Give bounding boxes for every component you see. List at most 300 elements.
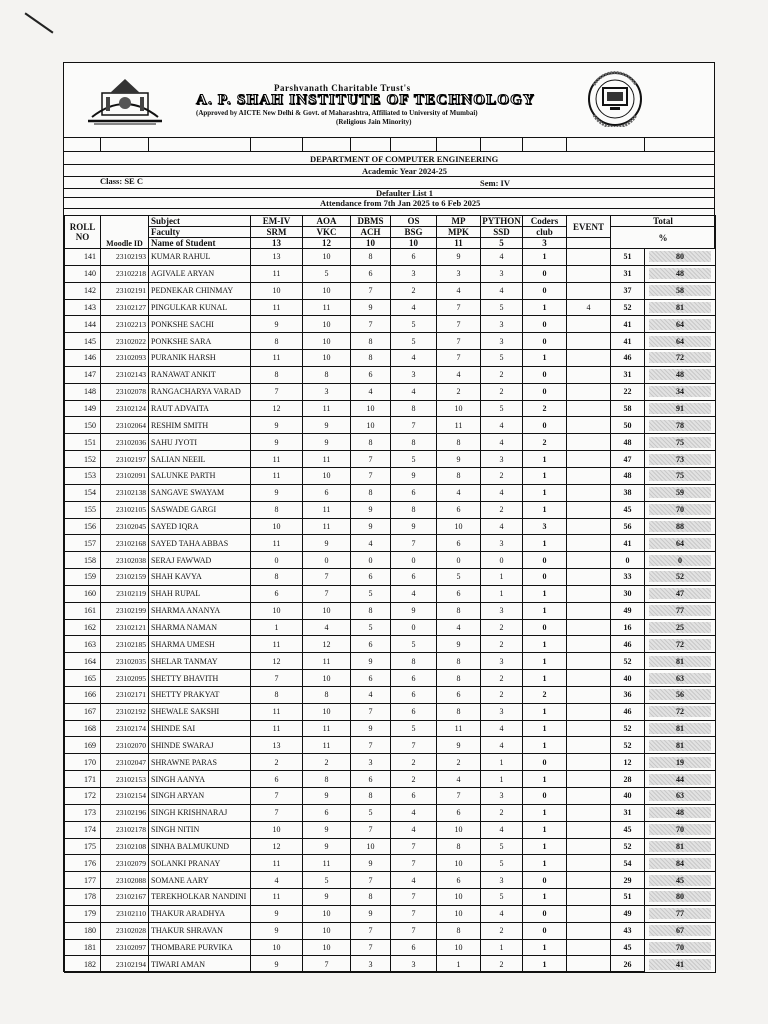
- grid-line: [148, 137, 149, 151]
- roll-number: 171: [65, 771, 101, 788]
- roll-number: 166: [65, 686, 101, 703]
- event-count: 4: [567, 299, 611, 316]
- dbms-count: 8: [351, 249, 391, 266]
- event-count: [567, 788, 611, 805]
- percent-cell: [645, 333, 716, 350]
- python-count: 2: [481, 670, 523, 687]
- os-count: 8: [391, 653, 437, 670]
- roll-number: 146: [65, 350, 101, 367]
- percent-cell: [645, 670, 716, 687]
- student-name: SHELAR TANMAY: [149, 653, 251, 670]
- mp-count: 8: [437, 434, 481, 451]
- student-name-header: Name of Student: [149, 238, 251, 249]
- os-count: 2: [391, 282, 437, 299]
- event-count: [567, 316, 611, 333]
- dbms-count: 7: [351, 467, 391, 484]
- moodle-id: 23102185: [101, 636, 149, 653]
- roll-number: 160: [65, 585, 101, 602]
- python-count: 2: [481, 366, 523, 383]
- aoa-count: 10: [303, 905, 351, 922]
- grid-line: [480, 137, 481, 151]
- os-count: 8: [391, 501, 437, 518]
- roll-number: 176: [65, 855, 101, 872]
- dbms-count: 6: [351, 265, 391, 282]
- percent-cell: [645, 400, 716, 417]
- faculty-coders: club: [523, 227, 567, 238]
- moodle-id: 23102097: [101, 939, 149, 956]
- aoa-count: 10: [303, 922, 351, 939]
- percent-cell: [645, 619, 716, 636]
- coders-club-count: 1: [523, 720, 567, 737]
- coders-club-count: 0: [523, 383, 567, 400]
- coders-club-count: 1: [523, 484, 567, 501]
- moodle-id: 23102070: [101, 737, 149, 754]
- moodle-id: 23102153: [101, 771, 149, 788]
- python-count: 3: [481, 602, 523, 619]
- moodle-id: 23102191: [101, 282, 149, 299]
- grid-line: [64, 208, 714, 209]
- table-row: [65, 451, 716, 468]
- percent-cell: [645, 686, 716, 703]
- aoa-count: 10: [303, 249, 351, 266]
- coders-club-count: 3: [523, 518, 567, 535]
- dbms-count: 10: [351, 417, 391, 434]
- trust-name: Parshvanath Charitable Trust's: [274, 83, 411, 93]
- aoa-count: 9: [303, 889, 351, 906]
- mp-count: 8: [437, 653, 481, 670]
- mp-count: 7: [437, 350, 481, 367]
- coders-club-count: 0: [523, 569, 567, 586]
- dbms-count: 8: [351, 889, 391, 906]
- moodle-id: 23102091: [101, 467, 149, 484]
- mp-count: 10: [437, 889, 481, 906]
- moodle-id: 23102171: [101, 686, 149, 703]
- event-count: [567, 771, 611, 788]
- approval-note: (Approved by AICTE New Delhi & Govt. of Maharashtra, Affiliated to University of Mumbai): [196, 109, 478, 117]
- event-count: [567, 602, 611, 619]
- event-count: [567, 636, 611, 653]
- em-iv-count: 7: [251, 804, 303, 821]
- moodle-id: 23102138: [101, 484, 149, 501]
- table-row: [65, 569, 716, 586]
- os-count: 4: [391, 821, 437, 838]
- department-seal-icon: [574, 71, 656, 127]
- student-name: RAUT ADVAITA: [149, 400, 251, 417]
- attendance-percent: 81: [649, 841, 711, 852]
- mp-count: 11: [437, 417, 481, 434]
- dbms-count: 8: [351, 350, 391, 367]
- moodle-id: 23102064: [101, 417, 149, 434]
- percent-cell: [645, 535, 716, 552]
- student-name: PONKSHE SACHI: [149, 316, 251, 333]
- dbms-count: 9: [351, 518, 391, 535]
- python-count: 2: [481, 686, 523, 703]
- dbms-count: 7: [351, 922, 391, 939]
- coders-club-count: 1: [523, 737, 567, 754]
- total-count: 31: [611, 366, 645, 383]
- os-count: 6: [391, 670, 437, 687]
- os-count: 5: [391, 333, 437, 350]
- subject-aoa: AOA: [303, 216, 351, 227]
- em-iv-count: 7: [251, 788, 303, 805]
- mp-count: 8: [437, 922, 481, 939]
- aoa-count: 9: [303, 838, 351, 855]
- percent-cell: [645, 569, 716, 586]
- coders-club-count: 1: [523, 636, 567, 653]
- coders-club-count: 1: [523, 703, 567, 720]
- grid-line: [436, 137, 437, 151]
- em-iv-count: 8: [251, 501, 303, 518]
- em-iv-count: 11: [251, 299, 303, 316]
- python-count: 5: [481, 855, 523, 872]
- moodle-id: 23102110: [101, 905, 149, 922]
- grid-line: [64, 176, 714, 177]
- moodle-id: 23102143: [101, 366, 149, 383]
- os-count: 6: [391, 686, 437, 703]
- percent-cell: [645, 282, 716, 299]
- aoa-count: 10: [303, 467, 351, 484]
- table-row: [65, 552, 716, 569]
- dbms-count: 6: [351, 670, 391, 687]
- coders-club-count: 0: [523, 872, 567, 889]
- dbms-count: 8: [351, 788, 391, 805]
- event-count: [567, 350, 611, 367]
- dbms-count: 7: [351, 703, 391, 720]
- percent-cell: [645, 299, 716, 316]
- attendance-percent: 64: [649, 319, 711, 330]
- mp-count: 3: [437, 265, 481, 282]
- attendance-percent: 81: [649, 656, 711, 667]
- dbms-count: 9: [351, 905, 391, 922]
- percent-cell: [645, 855, 716, 872]
- table-row: [65, 383, 716, 400]
- total-count: 37: [611, 282, 645, 299]
- student-name: SHRAWNE PARAS: [149, 754, 251, 771]
- em-iv-count: 11: [251, 889, 303, 906]
- attendance-percent: 63: [649, 790, 711, 801]
- grid-line: [64, 164, 714, 165]
- em-iv-count: 9: [251, 905, 303, 922]
- moodle-id: 23102035: [101, 653, 149, 670]
- dbms-count: 8: [351, 484, 391, 501]
- mp-count: 11: [437, 720, 481, 737]
- attendance-percent: 56: [649, 689, 711, 700]
- dbms-count: 3: [351, 956, 391, 973]
- coders-club-count: 1: [523, 350, 567, 367]
- moodle-id: 23102213: [101, 316, 149, 333]
- student-name: SHETTY PRAKYAT: [149, 686, 251, 703]
- python-count: 2: [481, 922, 523, 939]
- total-count: 43: [611, 922, 645, 939]
- python-count: 2: [481, 619, 523, 636]
- dbms-count: 6: [351, 366, 391, 383]
- roll-number: 165: [65, 670, 101, 687]
- total-count: 36: [611, 686, 645, 703]
- event-count: [567, 720, 611, 737]
- coders-club-count: 2: [523, 400, 567, 417]
- student-name: SERAJ FAWWAD: [149, 552, 251, 569]
- event-count: [567, 872, 611, 889]
- total-count: 45: [611, 939, 645, 956]
- python-count: 1: [481, 569, 523, 586]
- os-count: 7: [391, 855, 437, 872]
- percent-cell: [645, 350, 716, 367]
- dbms-count: 7: [351, 316, 391, 333]
- dbms-count: 7: [351, 737, 391, 754]
- coders-club-count: 2: [523, 434, 567, 451]
- no-header-label: NO: [75, 232, 90, 242]
- aoa-count: 8: [303, 686, 351, 703]
- faculty-aoa: VKC: [303, 227, 351, 238]
- moodle-id: 23102121: [101, 619, 149, 636]
- roll-number: 179: [65, 905, 101, 922]
- coders-club-count: 1: [523, 838, 567, 855]
- student-name: RESHIM SMITH: [149, 417, 251, 434]
- table-row: [65, 771, 716, 788]
- table-row: [65, 956, 716, 973]
- attendance-percent: 78: [649, 420, 711, 431]
- minority-note: (Religious Jain Minority): [336, 118, 412, 126]
- dbms-count: 9: [351, 501, 391, 518]
- mp-count: 9: [437, 451, 481, 468]
- sem-label: Sem: IV: [480, 178, 510, 188]
- event-count: [567, 535, 611, 552]
- percent-cell: [645, 552, 716, 569]
- attendance-percent: 48: [649, 268, 711, 279]
- os-count: 0: [391, 619, 437, 636]
- student-name: RANGACHARYA VARAD: [149, 383, 251, 400]
- attendance-percent: 44: [649, 774, 711, 785]
- event-count: [567, 754, 611, 771]
- attendance-percent: 67: [649, 925, 711, 936]
- attendance-percent: 52: [649, 571, 711, 582]
- os-count: 4: [391, 872, 437, 889]
- faculty-mp: MPK: [437, 227, 481, 238]
- os-count: 8: [391, 400, 437, 417]
- em-iv-count: 12: [251, 838, 303, 855]
- os-count: 5: [391, 636, 437, 653]
- total-count: 58: [611, 400, 645, 417]
- event-count: [567, 501, 611, 518]
- em-iv-count: 9: [251, 316, 303, 333]
- os-count: 6: [391, 484, 437, 501]
- coders-club-count: 1: [523, 585, 567, 602]
- attendance-percent: 34: [649, 386, 711, 397]
- table-row: [65, 636, 716, 653]
- student-name: SINGH KRISHNARAJ: [149, 804, 251, 821]
- faculty-header: Faculty: [149, 227, 251, 238]
- aoa-count: 11: [303, 501, 351, 518]
- roll-number: 159: [65, 569, 101, 586]
- attendance-percent: 81: [649, 740, 711, 751]
- moodle-id: 23102038: [101, 552, 149, 569]
- aoa-count: 7: [303, 569, 351, 586]
- student-name: SALUNKE PARTH: [149, 467, 251, 484]
- mp-count: 4: [437, 771, 481, 788]
- aoa-count: 3: [303, 383, 351, 400]
- student-name: PINGULKAR KUNAL: [149, 299, 251, 316]
- attendance-percent: 48: [649, 807, 711, 818]
- python-count: 2: [481, 636, 523, 653]
- attendance-percent: 80: [649, 251, 711, 262]
- mp-count: 6: [437, 872, 481, 889]
- student-name: SHARMA ANANYA: [149, 602, 251, 619]
- dbms-count: 4: [351, 383, 391, 400]
- attendance-percent: 77: [649, 908, 711, 919]
- table-row: [65, 788, 716, 805]
- os-count: 6: [391, 569, 437, 586]
- event-count: [567, 956, 611, 973]
- em-iv-count: 9: [251, 922, 303, 939]
- os-count: 3: [391, 956, 437, 973]
- coders-club-count: 1: [523, 299, 567, 316]
- attendance-percent: 70: [649, 504, 711, 515]
- coders-club-count: 2: [523, 686, 567, 703]
- student-name: SHARMA NAMAN: [149, 619, 251, 636]
- table-row: [65, 838, 716, 855]
- python-count: 5: [481, 350, 523, 367]
- total-count: 22: [611, 383, 645, 400]
- moodle-id: 23102167: [101, 889, 149, 906]
- em-iv-count: 6: [251, 585, 303, 602]
- roll-number: 182: [65, 956, 101, 973]
- roll-number: 172: [65, 788, 101, 805]
- dbms-count: 10: [351, 400, 391, 417]
- os-count: 6: [391, 703, 437, 720]
- event-count: [567, 804, 611, 821]
- event-count: [567, 569, 611, 586]
- os-count: 7: [391, 922, 437, 939]
- python-count: 3: [481, 535, 523, 552]
- mp-count: 10: [437, 939, 481, 956]
- event-count: [567, 670, 611, 687]
- dbms-count: 0: [351, 552, 391, 569]
- event-count: [567, 653, 611, 670]
- os-count: 5: [391, 720, 437, 737]
- moodle-id: 23102022: [101, 333, 149, 350]
- moodle-id: 23102079: [101, 855, 149, 872]
- lectures-em: 13: [251, 238, 303, 249]
- faculty-em: SRM: [251, 227, 303, 238]
- grid-line: [64, 151, 714, 152]
- lectures-os: 10: [391, 238, 437, 249]
- roll-number: 157: [65, 535, 101, 552]
- python-count: 2: [481, 956, 523, 973]
- mp-count: 10: [437, 400, 481, 417]
- em-iv-count: 1: [251, 619, 303, 636]
- coders-club-count: 0: [523, 754, 567, 771]
- aoa-count: 5: [303, 872, 351, 889]
- roll-header: [65, 216, 101, 249]
- os-count: 5: [391, 316, 437, 333]
- total-count: 49: [611, 602, 645, 619]
- table-row: [65, 434, 716, 451]
- coders-club-count: 1: [523, 501, 567, 518]
- percent-cell: [645, 585, 716, 602]
- roll-number: 145: [65, 333, 101, 350]
- os-count: 5: [391, 451, 437, 468]
- dbms-count: 7: [351, 872, 391, 889]
- total-count: 40: [611, 788, 645, 805]
- moodle-id: 23102168: [101, 535, 149, 552]
- total-count: 48: [611, 434, 645, 451]
- os-count: 0: [391, 552, 437, 569]
- em-iv-count: 10: [251, 602, 303, 619]
- dbms-count: 8: [351, 602, 391, 619]
- attendance-percent: 72: [649, 706, 711, 717]
- total-count: 49: [611, 905, 645, 922]
- os-count: 6: [391, 939, 437, 956]
- aoa-count: 2: [303, 754, 351, 771]
- total-count: 41: [611, 333, 645, 350]
- percent-cell: [645, 417, 716, 434]
- student-name: SALIAN NEEIL: [149, 451, 251, 468]
- dbms-count: 9: [351, 299, 391, 316]
- total-header: Total: [611, 216, 716, 227]
- roll-number: 174: [65, 821, 101, 838]
- attendance-percent: 72: [649, 352, 711, 363]
- student-name: SHAH RUPAL: [149, 585, 251, 602]
- student-name: SINGH NITIN: [149, 821, 251, 838]
- os-count: 7: [391, 535, 437, 552]
- table-row: [65, 484, 716, 501]
- total-count: 12: [611, 754, 645, 771]
- table-row: [65, 670, 716, 687]
- python-count: 3: [481, 333, 523, 350]
- dbms-count: 6: [351, 771, 391, 788]
- attendance-percent: 88: [649, 521, 711, 532]
- student-name: PURANIK HARSH: [149, 350, 251, 367]
- moodle-id: 23102088: [101, 872, 149, 889]
- os-count: 4: [391, 585, 437, 602]
- student-name: SANGAVE SWAYAM: [149, 484, 251, 501]
- dbms-count: 7: [351, 821, 391, 838]
- student-name: SOLANKI PRANAY: [149, 855, 251, 872]
- os-count: 7: [391, 737, 437, 754]
- python-count: 1: [481, 754, 523, 771]
- coders-club-count: 0: [523, 333, 567, 350]
- os-count: 8: [391, 434, 437, 451]
- attendance-percent: 0: [649, 555, 711, 566]
- mp-count: 2: [437, 383, 481, 400]
- attendance-sheet: [63, 62, 715, 972]
- em-iv-count: 0: [251, 552, 303, 569]
- student-name: SHEWALE SAKSHI: [149, 703, 251, 720]
- mp-count: 7: [437, 316, 481, 333]
- total-count: 28: [611, 771, 645, 788]
- event-count: [567, 585, 611, 602]
- coders-club-count: 0: [523, 265, 567, 282]
- mp-count: 0: [437, 552, 481, 569]
- python-count: 4: [481, 821, 523, 838]
- percent-cell: [645, 939, 716, 956]
- mp-count: 4: [437, 484, 481, 501]
- os-count: 3: [391, 265, 437, 282]
- dbms-count: 5: [351, 585, 391, 602]
- aoa-count: 11: [303, 299, 351, 316]
- total-count: 52: [611, 720, 645, 737]
- moodle-id: 23102119: [101, 585, 149, 602]
- table-row: [65, 282, 716, 299]
- aoa-count: 10: [303, 333, 351, 350]
- dbms-count: 8: [351, 434, 391, 451]
- em-iv-count: 9: [251, 417, 303, 434]
- event-count: [567, 484, 611, 501]
- table-row: [65, 889, 716, 906]
- mp-count: 10: [437, 518, 481, 535]
- total-count: 51: [611, 889, 645, 906]
- dbms-count: 9: [351, 720, 391, 737]
